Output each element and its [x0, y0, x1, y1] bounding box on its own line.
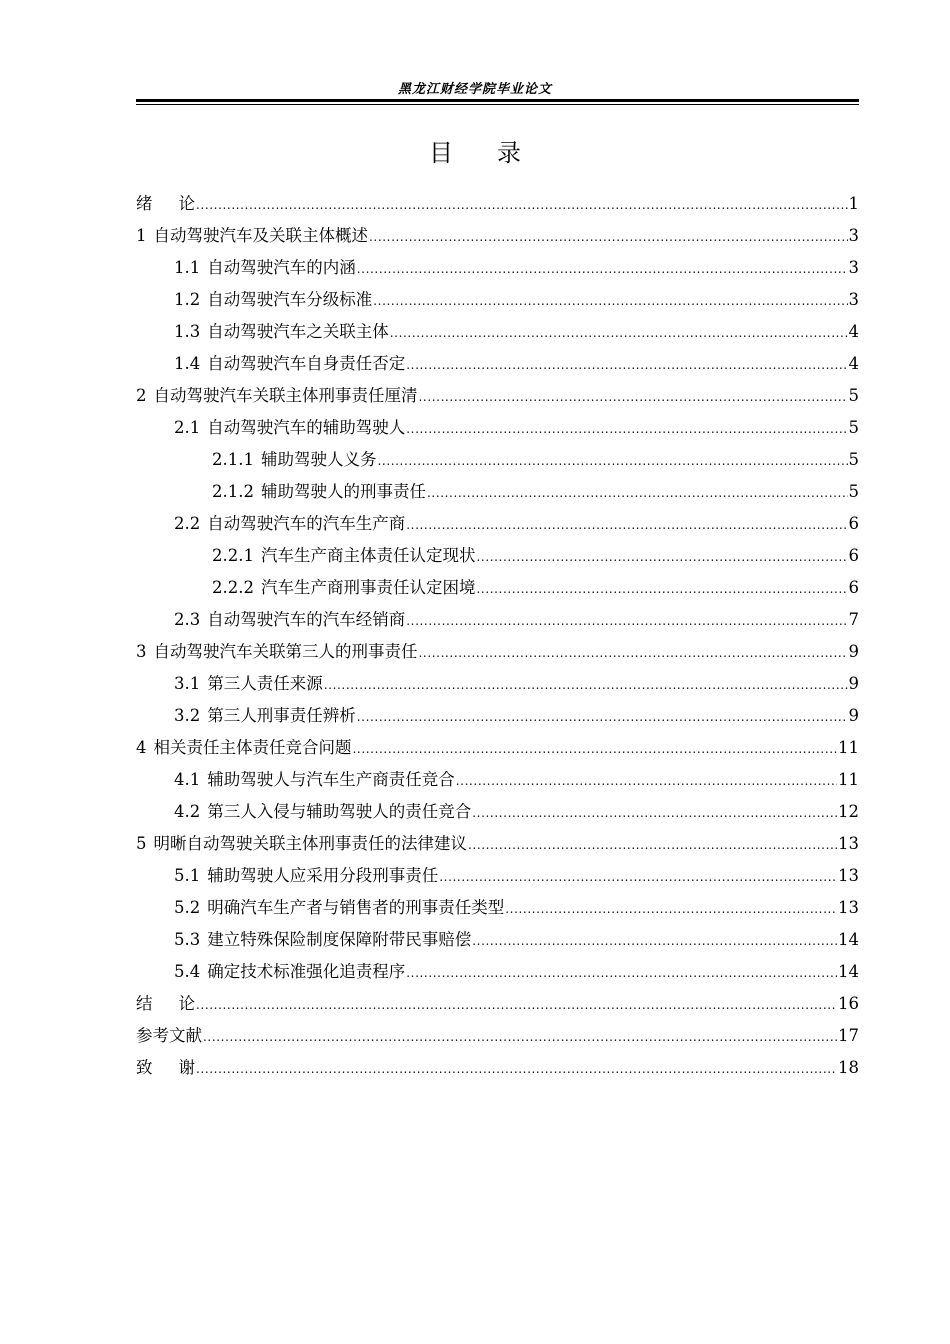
toc-dot-leader: [456, 765, 837, 797]
toc-entry[interactable]: [136, 636, 859, 668]
toc-entry-title: 第三人责任来源: [207, 674, 323, 693]
toc-heading: 目录: [429, 139, 565, 167]
toc-dot-leader: [196, 189, 848, 221]
toc-dot-leader: [419, 381, 848, 413]
toc-entry-page: 5: [848, 450, 859, 469]
toc-entry-title: 第三人入侵与辅助驾驶人的责任竞合: [207, 802, 472, 821]
toc-entry[interactable]: [136, 1020, 859, 1052]
toc-entry-title: 辅助驾驶人的刑事责任: [260, 482, 426, 501]
toc-entry-number: 5.1: [174, 866, 201, 885]
toc-entry[interactable]: [136, 604, 859, 636]
toc-entry-label: [174, 316, 389, 348]
toc-entry-title: 绪论: [136, 194, 195, 213]
toc-entry-label: [174, 860, 438, 892]
toc-entry[interactable]: [136, 796, 859, 828]
toc-entry-page: 1: [848, 194, 859, 213]
toc-entry-page: 4: [848, 322, 859, 341]
toc-entry-number: 1.4: [174, 354, 201, 373]
toc-entry[interactable]: [136, 220, 859, 252]
toc-entry[interactable]: [136, 348, 859, 380]
toc-entry-label: [136, 732, 352, 764]
toc-entry-label: [174, 604, 405, 636]
toc-entry-number: 3: [136, 642, 147, 661]
toc-entry-number: 3.1: [174, 674, 201, 693]
toc-entry-title: 确定技术标准强化追责程序: [207, 962, 406, 981]
toc-dot-leader: [377, 445, 847, 477]
toc-entry-label: [212, 476, 426, 508]
toc-entry[interactable]: [136, 444, 859, 476]
toc-entry[interactable]: [136, 764, 859, 796]
toc-entry-page: 3: [848, 258, 859, 277]
toc-entry-title: 结论: [136, 994, 195, 1013]
toc-entry-page: 12: [838, 802, 859, 821]
toc-entry-page: 6: [848, 578, 859, 597]
toc-entry[interactable]: [136, 956, 859, 988]
toc-entry-number: 4: [136, 738, 147, 757]
toc-dot-leader: [406, 509, 847, 541]
toc-entry-page: 7: [848, 610, 859, 629]
toc-entry-label: [136, 988, 195, 1020]
toc-dot-leader: [406, 413, 847, 445]
toc-dot-leader: [505, 893, 837, 925]
toc-dot-leader: [476, 541, 847, 573]
toc-entry-title: 自动驾驶汽车的汽车经销商: [207, 610, 406, 629]
toc-entry-page: 11: [838, 738, 859, 757]
toc-entry[interactable]: [136, 252, 859, 284]
header-institution-title: 黑龙江财经学院毕业论文: [397, 82, 552, 97]
toc-entry-label: [136, 1020, 202, 1052]
toc-entry-number: 4.1: [174, 770, 201, 789]
toc-entry-page: 6: [848, 546, 859, 565]
toc-entry[interactable]: [136, 412, 859, 444]
toc-entry-page: 5: [848, 418, 859, 437]
toc-entry-label: [136, 188, 195, 220]
toc-dot-leader: [324, 669, 848, 701]
toc-entry-label: [174, 668, 323, 700]
toc-dot-leader: [357, 701, 848, 733]
toc-entry-page: 9: [848, 642, 859, 661]
toc-entry-label: [174, 924, 471, 956]
toc-dot-leader: [472, 925, 837, 957]
toc-entry-label: [174, 956, 405, 988]
toc-entry-number: 2.3: [174, 610, 201, 629]
toc-entry[interactable]: [136, 188, 859, 220]
toc-dot-leader: [390, 317, 848, 349]
toc-entry[interactable]: [136, 668, 859, 700]
toc-dot-leader: [406, 957, 837, 989]
toc-entry-title: 自动驾驶汽车分级标准: [207, 290, 373, 309]
toc-entry-number: 1.1: [174, 258, 201, 277]
toc-entry-label: [174, 284, 372, 316]
toc-dot-leader: [419, 637, 848, 669]
table-of-contents: [136, 188, 859, 1084]
toc-entry-page: 13: [838, 834, 859, 853]
toc-entry-number: 5.3: [174, 930, 201, 949]
toc-entry-number: 2.2.2: [212, 578, 254, 597]
toc-entry-page: 6: [848, 514, 859, 533]
toc-entry-page: 16: [838, 994, 859, 1013]
toc-entry[interactable]: [136, 476, 859, 508]
toc-entry-label: [174, 892, 504, 924]
toc-entry[interactable]: [136, 988, 859, 1020]
toc-entry-label: [174, 412, 405, 444]
toc-entry-title: 相关责任主体责任竞合问题: [153, 738, 352, 757]
toc-dot-leader: [373, 285, 847, 317]
toc-entry[interactable]: [136, 892, 859, 924]
toc-entry-label: [174, 764, 455, 796]
toc-entry-label: [136, 828, 467, 860]
toc-entry-number: 4.2: [174, 802, 201, 821]
toc-entry[interactable]: [136, 924, 859, 956]
toc-entry-label: [136, 380, 418, 412]
toc-entry-title: 辅助驾驶人与汽车生产商责任竞合: [207, 770, 455, 789]
toc-entry-page: 4: [848, 354, 859, 373]
toc-entry[interactable]: [136, 1052, 859, 1084]
toc-entry-title: 汽车生产商主体责任认定现状: [260, 546, 476, 565]
toc-dot-leader: [357, 253, 848, 285]
toc-entry-number: 1: [136, 226, 147, 245]
toc-entry-title: 辅助驾驶人义务: [260, 450, 377, 469]
toc-entry-page: 18: [838, 1058, 859, 1077]
toc-dot-leader: [369, 221, 848, 253]
toc-dot-leader: [203, 1021, 837, 1053]
toc-dot-leader: [353, 733, 838, 765]
toc-entry-label: [136, 1052, 195, 1084]
toc-entry-title: 自动驾驶汽车的辅助驾驶人: [207, 418, 406, 437]
toc-entry-page: 13: [838, 866, 859, 885]
toc-entry-title: 自动驾驶汽车的内涵: [207, 258, 356, 277]
toc-entry-title: 辅助驾驶人应采用分段刑事责任: [207, 866, 439, 885]
toc-entry-number: 1.3: [174, 322, 201, 341]
toc-entry[interactable]: [136, 380, 859, 412]
toc-dot-leader: [196, 989, 837, 1021]
toc-entry-title: 汽车生产商刑事责任认定困境: [260, 578, 476, 597]
toc-entry-title: 明确汽车生产者与销售者的刑事责任类型: [207, 898, 505, 917]
toc-entry[interactable]: [136, 860, 859, 892]
toc-entry-page: 3: [848, 290, 859, 309]
toc-entry-page: 13: [838, 898, 859, 917]
toc-entry-label: [174, 348, 405, 380]
toc-entry-page: 9: [848, 674, 859, 693]
toc-dot-leader: [472, 797, 837, 829]
toc-entry-number: 1.2: [174, 290, 201, 309]
toc-entry-page: 9: [848, 706, 859, 725]
toc-entry-number: 3.2: [174, 706, 201, 725]
toc-entry[interactable]: [136, 508, 859, 540]
toc-entry[interactable]: [136, 540, 859, 572]
toc-entry-label: [136, 636, 418, 668]
toc-entry-number: 5.4: [174, 962, 201, 981]
toc-dot-leader: [406, 349, 847, 381]
toc-entry-title: 自动驾驶汽车关联第三人的刑事责任: [153, 642, 418, 661]
toc-entry-label: [212, 572, 475, 604]
toc-dot-leader: [468, 829, 837, 861]
toc-entry-title: 明晰自动驾驶关联主体刑事责任的法律建议: [153, 834, 467, 853]
toc-dot-leader: [439, 861, 837, 893]
toc-entry-title: 致谢: [136, 1058, 195, 1077]
toc-entry-label: [174, 252, 356, 284]
toc-entry-title: 自动驾驶汽车及关联主体概述: [153, 226, 368, 245]
toc-dot-leader: [427, 477, 848, 509]
toc-entry-number: 2.1.2: [212, 482, 254, 501]
toc-entry[interactable]: [136, 284, 859, 316]
toc-entry-number: 2.1: [174, 418, 201, 437]
toc-entry-number: 5.2: [174, 898, 201, 917]
toc-entry-label: [174, 700, 356, 732]
toc-entry-label: [212, 540, 475, 572]
toc-entry-page: 3: [848, 226, 859, 245]
toc-entry-title: 自动驾驶汽车自身责任否定: [207, 354, 406, 373]
toc-entry-title: 参考文献: [136, 1026, 202, 1045]
toc-entry-title: 自动驾驶汽车之关联主体: [207, 322, 389, 341]
toc-dot-leader: [476, 573, 847, 605]
toc-entry-number: 2.2.1: [212, 546, 254, 565]
toc-entry-page: 11: [838, 770, 859, 789]
toc-entry-label: [212, 444, 376, 476]
toc-entry-title: 建立特殊保险制度保障附带民事赔偿: [207, 930, 472, 949]
toc-dot-leader: [196, 1053, 837, 1085]
toc-entry-number: 5: [136, 834, 147, 853]
toc-entry-page: 14: [838, 930, 859, 949]
header-rule-thin: [136, 104, 859, 105]
toc-entry-page: 14: [838, 962, 859, 981]
toc-entry[interactable]: [136, 700, 859, 732]
toc-entry[interactable]: [136, 732, 859, 764]
toc-entry[interactable]: [136, 828, 859, 860]
toc-entry-title: 自动驾驶汽车关联主体刑事责任厘清: [153, 386, 418, 405]
toc-entry-title: 第三人刑事责任辨析: [207, 706, 356, 725]
toc-entry-label: [136, 220, 368, 252]
toc-entry-page: 5: [848, 386, 859, 405]
toc-entry[interactable]: [136, 572, 859, 604]
toc-entry-page: 17: [838, 1026, 859, 1045]
toc-entry-number: 2.1.1: [212, 450, 254, 469]
toc-dot-leader: [406, 605, 847, 637]
toc-entry[interactable]: [136, 316, 859, 348]
toc-entry-title: 自动驾驶汽车的汽车生产商: [207, 514, 406, 533]
toc-entry-label: [174, 508, 405, 540]
toc-entry-label: [174, 796, 471, 828]
toc-entry-number: 2: [136, 386, 147, 405]
header-rule-thick: [136, 99, 859, 102]
toc-entry-page: 5: [848, 482, 859, 501]
toc-entry-number: 2.2: [174, 514, 201, 533]
